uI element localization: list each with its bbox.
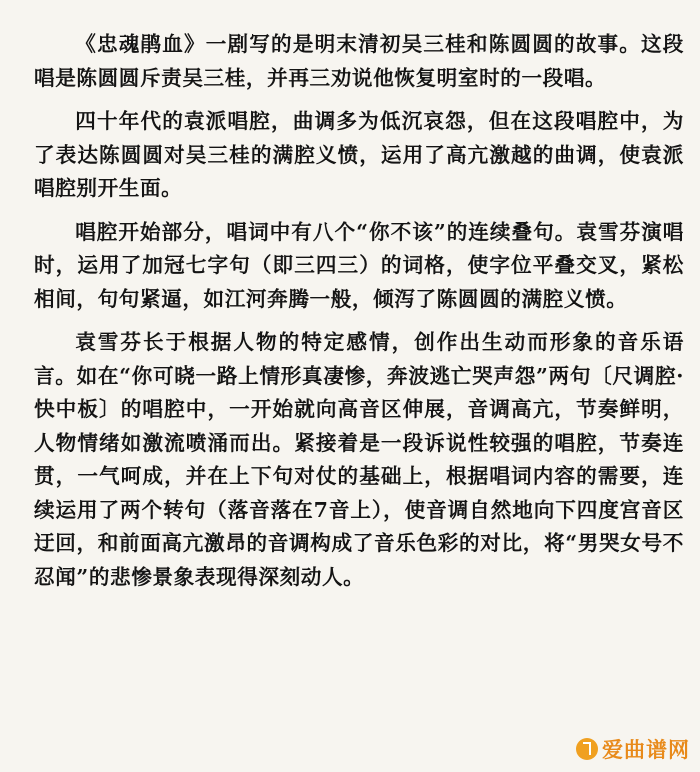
music-note-icon	[576, 738, 598, 760]
paragraph-1: 《忠魂鹃血》一剧写的是明末清初吴三桂和陈圆圆的故事。这段唱是陈圆圆斥责吴三桂，并再三劝说他恢复明室时的一段唱。	[34, 32, 684, 90]
document-body	[34, 28, 684, 604]
watermark-text: 爱曲谱网	[602, 738, 690, 762]
paragraph-4: 袁雪芬长于根据人物的特定感情，创作出生动而形象的音乐语言。如在“你可晓一路上情形真凄惨，奔波逃亡哭声怨”两句〔尺调腔·快中板〕的唱腔中，一开始就向高音区伸展，音调高亢，节奏鲜明，人物情绪如激流喷涌而出。紧接着是一段诉说性较强的唱腔，节奏连贯，一气呵成，并在上下句对仗的基础上，根据唱词内容的需要，连续运用了两个转句（落音落在7音上），使音调自然地向下四度宫音区迂回，和前面高亢激昂的音调构成了音乐色彩的对比，将“男哭女号不忍闻”的悲惨景象表现得深刻动人。	[34, 330, 684, 589]
paragraph-2: 四十年代的袁派唱腔，曲调多为低沉哀怨，但在这段唱腔中，为了表达陈圆圆对吴三桂的满腔义愤，运用了高亢激越的曲调，使袁派唱腔别开生面。	[34, 109, 684, 200]
paragraph-3: 唱腔开始部分，唱词中有八个“你不该”的连续叠句。袁雪芬演唱时，运用了加冠七字句（即三四三）的词格，使字位平叠交叉，紧松相间，句句紧逼，如江河奔腾一般，倾泻了陈圆圆的满腔义愤。	[34, 219, 684, 311]
site-watermark	[576, 734, 690, 764]
